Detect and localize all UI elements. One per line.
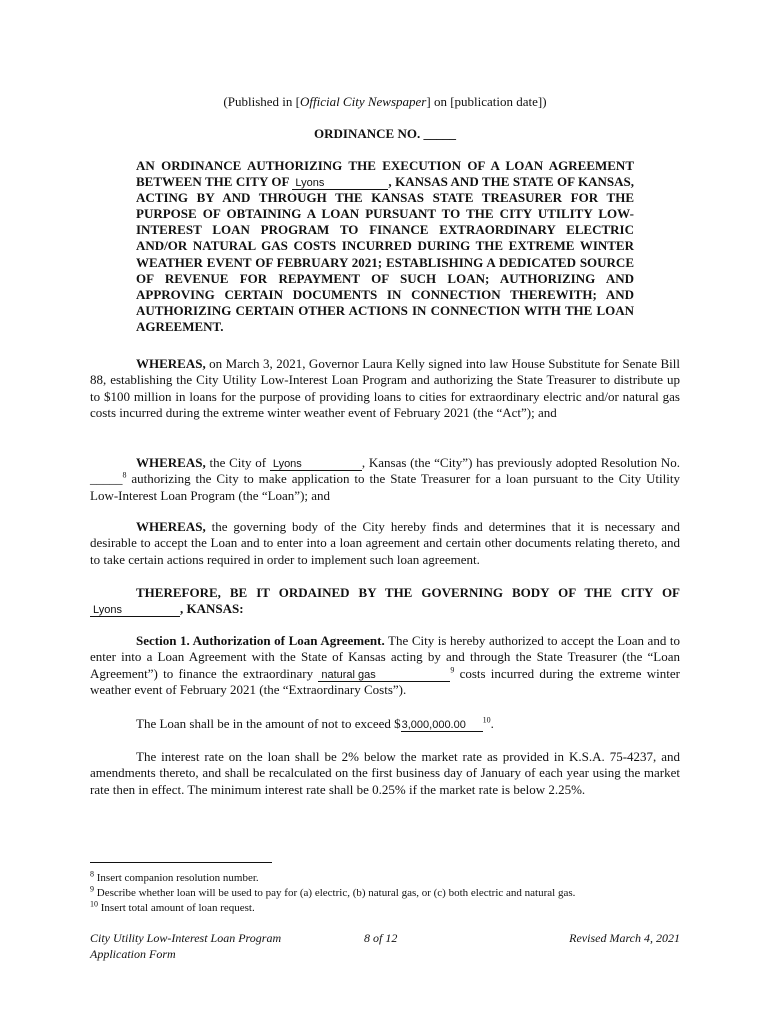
whereas-resolution-paragraph	[90, 455, 680, 504]
page-number: 8 of 12	[364, 931, 398, 945]
city-name-value: Lyons	[93, 604, 122, 617]
therefore-paragraph	[90, 585, 680, 618]
loan-amount-text1: The Loan shall be in the amount of not to exceed $	[136, 716, 401, 731]
whereas-label: WHEREAS,	[136, 356, 206, 371]
section-1-text1: The City is hereby authorized to accept the Loan and to enter into a Loan Agreement with the State of Kansas acting by and through the State Treasurer (the “Loan Agreement”) to finance the extraordinary	[90, 633, 680, 681]
whereas-desirable-paragraph	[90, 519, 680, 568]
whereas-act-text: on March 3, 2021, Governor Laura Kelly signed into law House Substitute for Senate Bill 88, establishing the City Utility Low-Interest Loan Program and authorizing the State Treasurer to distribute up to $100 million in loans for the purpose of providing loans to cities for extraordinary electric and/or natural gas costs incurred during the extreme winter weather event of February 2021 (the “Act”); and	[90, 356, 680, 421]
whereas-resolution-text1: the City of	[205, 455, 270, 470]
loan-amount-paragraph	[90, 716, 680, 732]
footnote-ref-10: 10	[482, 715, 491, 725]
city-name-value: Lyons	[295, 177, 325, 190]
therefore-text2: , KANSAS:	[180, 601, 244, 617]
footnote-number: 9	[90, 884, 94, 894]
newspaper-placeholder: Official City Newspaper	[299, 94, 427, 109]
footnote-ref-9: 9	[450, 665, 455, 675]
therefore-text1: THEREFORE, BE IT ORDAINED BY THE GOVERNING BODY OF THE CITY OF	[136, 585, 680, 600]
ordinance-number: ORDINANCE NO. _____	[314, 126, 456, 141]
whereas-label: WHEREAS,	[136, 455, 206, 470]
footer-program-name: City Utility Low-Interest Loan Program	[90, 931, 282, 945]
footer-form-name: Application Form	[90, 947, 176, 961]
title-text-part1: AN ORDINANCE AUTHORIZING THE EXECUTION OF A LOAN AGREEMENT BETWEEN THE CITY OF	[136, 158, 634, 190]
section-1-paragraph	[90, 633, 680, 699]
footnote-text: Describe whether loan will be used to pay for (a) electric, (b) natural gas, or (c) both electric and natural gas.	[94, 887, 576, 899]
cost-type-value: natural gas	[321, 668, 376, 681]
city-name-value: Lyons	[272, 458, 302, 470]
footer-left	[90, 930, 281, 962]
loan-amount-value: 3,000,000.00	[401, 719, 466, 731]
footnote-8	[90, 869, 259, 884]
footnote-9	[90, 884, 576, 899]
city-name-field-therefore[interactable]	[90, 603, 180, 617]
city-name-field-title[interactable]	[292, 176, 388, 190]
interest-rate-paragraph	[90, 749, 680, 798]
city-name-field-whereas[interactable]	[270, 457, 362, 471]
whereas-act-paragraph	[90, 356, 680, 422]
revision-date: Revised March 4, 2021	[569, 931, 680, 945]
interest-rate-text: The interest rate on the loan shall be 2% below the market rate as provided in K.S.A. 75-4237, and amendments thereto, and shall be recalculated on the first business day of January of each year using the market rate then in effect. The minimum interest rate shall be 0.25% if the market rate is below 2.25%.	[90, 749, 680, 797]
footnote-10	[90, 899, 255, 914]
footnote-ref-8: 8	[122, 471, 127, 481]
title-text-part2: , KANSAS AND THE STATE OF KANSAS, ACTING BY AND THROUGH THE KANSAS STATE TREASURER FOR THE PURPOSE OF OBTAINING A LOAN PURSUANT TO THE CITY UTILITY LOW-INTEREST LOAN PROGRAM TO FINANCE EXTRAORDINARY ELECTRIC AND/OR NATURAL GAS COSTS INCURRED DURING THE EXTREME WINTER WEATHER EVENT OF FEBRUARY 2021; ESTABLISHING A DEDICATED SOURCE OF REVENUE FOR REPAYMENT OF SUCH LOAN; AUTHORIZING AND APPROVING CERTAIN DOCUMENTS IN CONNECTION THEREWITH; AND AUTHORIZING CERTAIN OTHER ACTIONS IN CONNECTION WITH THE LOAN AGREEMENT.	[136, 174, 634, 334]
publication-note	[0, 94, 770, 110]
publication-suffix: ] on [publication date])	[426, 94, 547, 109]
whereas-label: WHEREAS,	[136, 519, 206, 534]
footnote-number: 10	[90, 899, 98, 909]
cost-type-field[interactable]	[318, 668, 450, 682]
section-1-text2: costs incurred during the extreme winter weather event of February 2021 (the “Extraordinary Costs”).	[90, 665, 680, 698]
ordinance-title	[136, 158, 634, 335]
whereas-resolution-text3: authorizing the City to make application to the State Treasurer for a loan pursuant to the City Utility Low-Interest Loan Program (the “Loan”); and	[90, 471, 680, 503]
publication-prefix: (Published in [	[223, 94, 300, 109]
loan-amount-field[interactable]	[401, 718, 483, 732]
whereas-resolution-text2: , Kansas (the “City”) has previously adopted Resolution No. _____	[90, 455, 681, 487]
footnote-text: Insert total amount of loan request.	[98, 902, 255, 914]
footnote-divider	[90, 862, 272, 863]
whereas-desirable-text: the governing body of the City hereby finds and determines that it is necessary and desirable to accept the Loan and to enter into a loan agreement and certain other documents relating thereto, and to take certain actions required in order to implement such loan agreement.	[90, 519, 680, 567]
loan-amount-text2: .	[490, 716, 494, 731]
footnote-number: 8	[90, 869, 94, 879]
section-1-heading: Section 1. Authorization of Loan Agreement.	[136, 633, 385, 648]
footnote-text: Insert companion resolution number.	[94, 872, 259, 884]
